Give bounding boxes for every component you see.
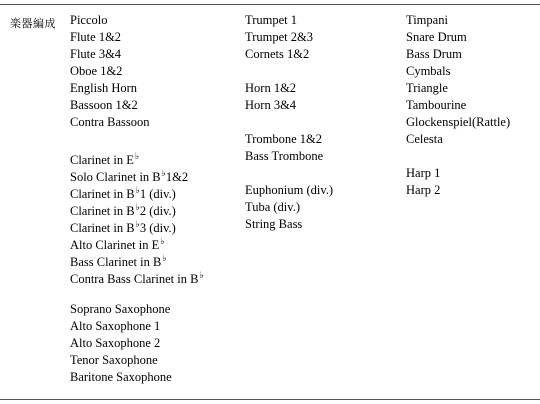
instrument-line: Alto Saxophone 1 <box>70 319 161 333</box>
instrument-line: Tenor Saxophone <box>70 353 158 367</box>
woodwind-column <box>70 12 204 386</box>
instrument-line: Clarinet in B♭2 (div.) <box>70 202 176 218</box>
bottom-rule <box>0 399 540 400</box>
instrument-line: Harp 2 <box>406 183 441 197</box>
instrument-line: String Bass <box>245 217 303 231</box>
blank-line <box>70 131 204 148</box>
instrument-line: Trombone 1&2 <box>245 132 322 146</box>
instrument-line: Horn 3&4 <box>245 98 297 112</box>
instrument-line: Horn 1&2 <box>245 81 297 95</box>
instrument-line: Contra Bassoon <box>70 115 150 129</box>
instrument-line: Contra Bass Clarinet in B♭ <box>70 270 204 286</box>
section-heading: 楽器編成 <box>10 17 56 30</box>
instrument-line: Baritone Saxophone <box>70 370 172 384</box>
instrument-line: Euphonium (div.) <box>245 183 334 197</box>
instrument-line: Tambourine <box>406 98 467 112</box>
blank-line <box>245 114 333 131</box>
instrument-line: Tuba (div.) <box>245 200 300 214</box>
instrument-line: Bass Drum <box>406 47 462 61</box>
instrument-line: Flute 3&4 <box>70 47 122 61</box>
instrument-line: Glockenspiel(Rattle) <box>406 115 511 129</box>
top-rule <box>0 4 540 5</box>
instrument-line: Cymbals <box>406 64 451 78</box>
blank-line <box>245 165 333 182</box>
blank-line <box>70 284 204 301</box>
instrument-line: Piccolo <box>70 13 108 27</box>
instrument-line: Oboe 1&2 <box>70 64 123 78</box>
instrument-line: Bass Clarinet in B♭ <box>70 253 167 269</box>
instrument-line: Timpani <box>406 13 448 27</box>
instrument-line: Bass Trombone <box>245 149 324 163</box>
instrument-line: Bassoon 1&2 <box>70 98 138 112</box>
instrument-line: Alto Saxophone 2 <box>70 336 161 350</box>
instrument-line: Clarinet in B♭1 (div.) <box>70 185 176 201</box>
brass-column <box>245 12 333 233</box>
instrument-line: Clarinet in E♭ <box>70 151 140 167</box>
blank-line <box>406 148 510 165</box>
instrument-line: Trumpet 2&3 <box>245 30 313 44</box>
instrument-line: Soprano Saxophone <box>70 302 171 316</box>
instrument-line: Alto Clarinet in E♭ <box>70 236 165 252</box>
instrument-line: Cornets 1&2 <box>245 47 310 61</box>
percussion-column <box>406 12 510 199</box>
instrument-line: Harp 1 <box>406 166 441 180</box>
instrument-line: English Horn <box>70 81 138 95</box>
instrument-line: Trumpet 1 <box>245 13 297 27</box>
instrument-line: Triangle <box>406 81 448 95</box>
instrument-line: Celesta <box>406 132 443 146</box>
blank-line <box>245 63 333 80</box>
instrument-line: Solo Clarinet in B♭1&2 <box>70 168 189 184</box>
instrument-line: Flute 1&2 <box>70 30 122 44</box>
instrument-line: Snare Drum <box>406 30 467 44</box>
instrument-line: Clarinet in B♭3 (div.) <box>70 219 176 235</box>
